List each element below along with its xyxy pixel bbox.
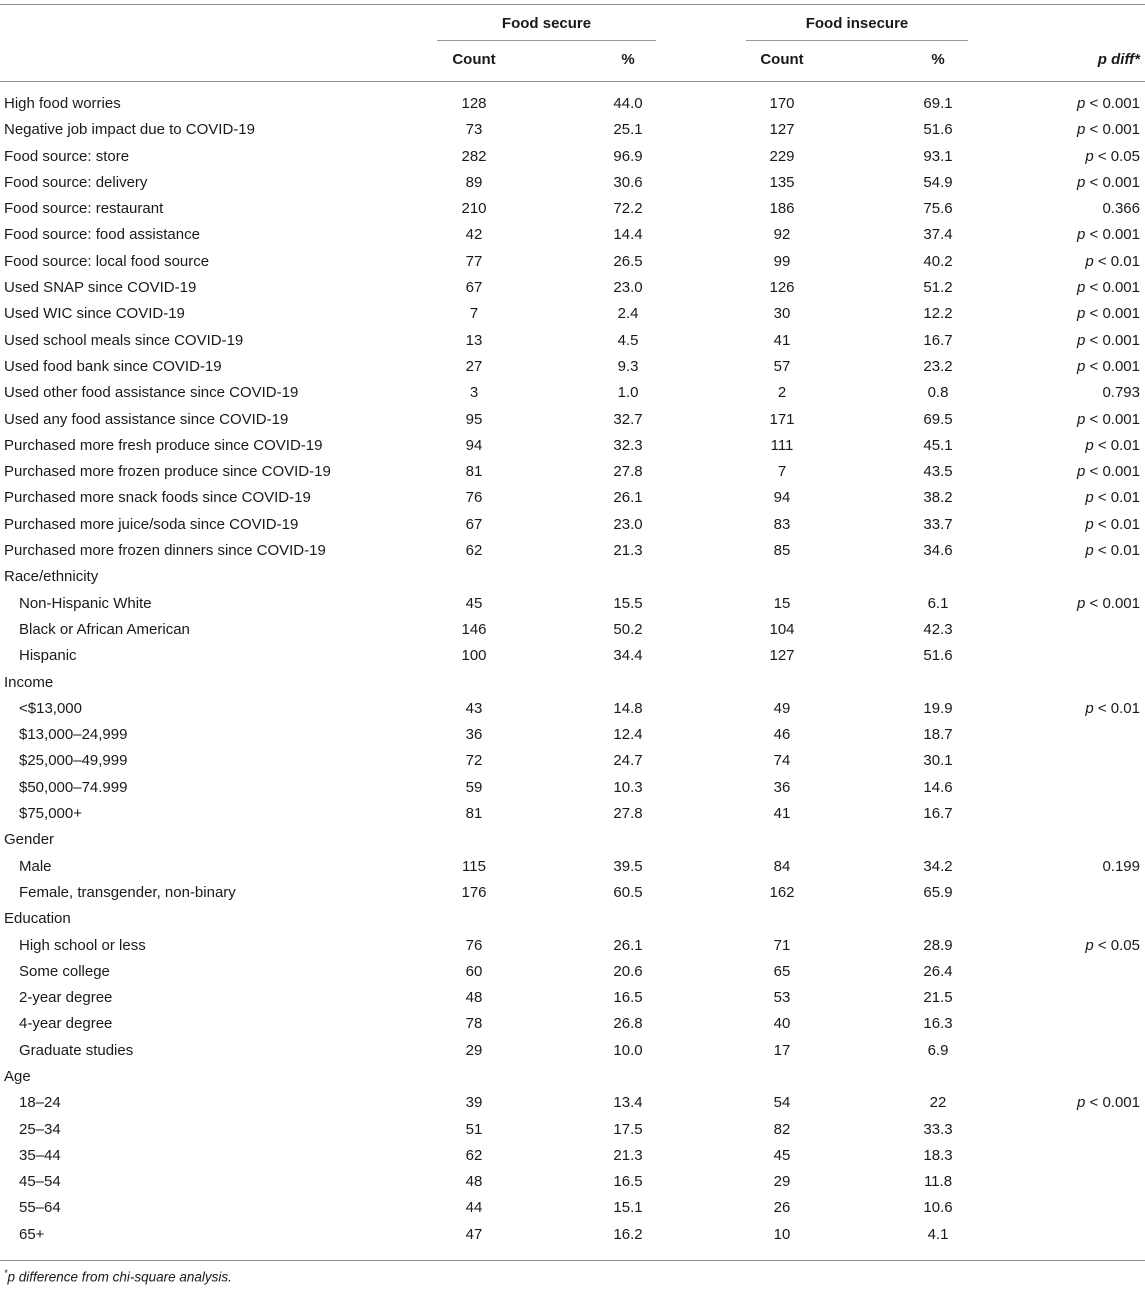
row-label: 45–54 — [19, 1173, 61, 1191]
insecure-count: 71 — [773, 936, 791, 954]
insecure-percent: 18.7 — [923, 726, 953, 744]
p-value: p < 0.01 — [1085, 542, 1140, 560]
secure-count: 42 — [465, 226, 483, 244]
secure-count: 44 — [465, 1199, 483, 1217]
table-row — [0, 485, 1145, 511]
insecure-percent: 42.3 — [923, 620, 953, 638]
secure-count: 48 — [465, 1173, 483, 1191]
secure-count: 89 — [465, 173, 483, 191]
row-label: Purchased more frozen produce since COVID-19 — [4, 463, 331, 481]
table-row — [0, 696, 1145, 722]
table-row — [0, 1038, 1145, 1064]
secure-percent: 21.3 — [613, 1146, 643, 1164]
p-value: p < 0.001 — [1077, 357, 1140, 375]
table-row — [0, 222, 1145, 248]
insecure-count: 15 — [773, 594, 791, 612]
row-label: Food source: delivery — [4, 173, 148, 191]
row-label: $75,000+ — [19, 805, 82, 823]
secure-percent: 96.9 — [613, 147, 643, 165]
table-row — [0, 775, 1145, 801]
secure-count: 94 — [465, 436, 483, 454]
row-label: Used school meals since COVID-19 — [4, 331, 244, 349]
insecure-count: 7 — [777, 463, 787, 481]
insecure-count: 46 — [773, 726, 791, 744]
secure-count: 29 — [465, 1041, 483, 1059]
secure-percent: 26.8 — [613, 1015, 643, 1033]
secure-percent: 16.5 — [613, 1173, 643, 1191]
top-rule — [0, 4, 1145, 5]
p-value: 0.793 — [1102, 384, 1140, 402]
insecure-count: 41 — [773, 805, 791, 823]
secure-percent: 26.5 — [613, 252, 643, 270]
row-label: $25,000–49,999 — [19, 752, 128, 770]
header-insecure-pct: % — [931, 51, 945, 68]
insecure-percent: 21.5 — [923, 989, 953, 1007]
secure-count: 47 — [465, 1225, 483, 1243]
p-value: p < 0.001 — [1077, 121, 1140, 139]
secure-percent: 27.8 — [613, 463, 643, 481]
insecure-count: 54 — [773, 1094, 791, 1112]
insecure-percent: 65.9 — [923, 883, 953, 901]
insecure-count: 49 — [773, 699, 791, 717]
table-row — [0, 380, 1145, 406]
insecure-percent: 11.8 — [923, 1173, 953, 1191]
insecure-percent: 26.4 — [923, 962, 953, 980]
insecure-percent: 33.7 — [923, 515, 953, 533]
secure-count: 67 — [465, 515, 483, 533]
insecure-percent: 19.9 — [923, 699, 953, 717]
secure-percent: 72.2 — [613, 200, 643, 218]
section-heading-row — [0, 1064, 1145, 1090]
secure-count: 282 — [461, 147, 487, 165]
row-label: Graduate studies — [19, 1041, 134, 1059]
p-value: p < 0.01 — [1085, 699, 1140, 717]
insecure-count: 135 — [769, 173, 795, 191]
header-insecure-count: Count — [760, 51, 804, 68]
header-secure-count: Count — [452, 51, 496, 68]
secure-count: 78 — [465, 1015, 483, 1033]
secure-count: 76 — [465, 489, 483, 507]
insecure-percent: 75.6 — [923, 200, 953, 218]
secure-percent: 15.1 — [613, 1199, 643, 1217]
row-label: Used any food assistance since COVID-19 — [4, 410, 289, 428]
table-row — [0, 985, 1145, 1011]
secure-count: 95 — [465, 410, 483, 428]
secure-count: 13 — [465, 331, 483, 349]
insecure-count: 53 — [773, 989, 791, 1007]
row-label: Food source: local food source — [4, 252, 210, 270]
row-label: Food source: store — [4, 147, 130, 165]
secure-percent: 27.8 — [613, 805, 643, 823]
table-row — [0, 1195, 1145, 1221]
table-row — [0, 538, 1145, 564]
bottom-rule — [0, 1260, 1145, 1261]
table-row — [0, 1011, 1145, 1037]
insecure-count: 41 — [773, 331, 791, 349]
secure-count: 81 — [465, 805, 483, 823]
insecure-count: 74 — [773, 752, 791, 770]
table-row — [0, 854, 1145, 880]
secure-percent: 32.7 — [613, 410, 643, 428]
row-label: Black or African American — [19, 620, 190, 638]
insecure-count: 171 — [769, 410, 795, 428]
insecure-percent: 23.2 — [923, 357, 953, 375]
row-label: High food worries — [4, 95, 121, 112]
p-value: p < 0.001 — [1077, 95, 1140, 112]
row-label: Purchased more juice/soda since COVID-19 — [4, 515, 299, 533]
insecure-count: 229 — [769, 147, 795, 165]
secure-percent: 25.1 — [613, 121, 643, 139]
table-body — [0, 91, 1145, 1248]
table-row — [0, 748, 1145, 774]
table-row — [0, 512, 1145, 538]
table-row — [0, 1143, 1145, 1169]
insecure-percent: 0.8 — [927, 384, 949, 402]
row-label: High school or less — [19, 936, 146, 954]
secure-percent: 17.5 — [613, 1120, 643, 1138]
secure-percent: 13.4 — [613, 1094, 643, 1112]
p-value: 0.199 — [1102, 857, 1140, 875]
p-value: p < 0.001 — [1077, 594, 1140, 612]
insecure-percent: 6.1 — [927, 594, 949, 612]
p-value: p < 0.001 — [1077, 331, 1140, 349]
p-value: 0.366 — [1102, 200, 1140, 218]
insecure-count: 85 — [773, 542, 791, 560]
insecure-percent: 69.1 — [923, 95, 953, 112]
insecure-count: 10 — [773, 1225, 791, 1243]
secure-count: 45 — [465, 594, 483, 612]
insecure-percent: 18.3 — [923, 1146, 953, 1164]
section-heading: Education — [4, 910, 71, 928]
secure-count: 59 — [465, 778, 483, 796]
secure-percent: 60.5 — [613, 883, 643, 901]
insecure-percent: 16.7 — [923, 331, 953, 349]
insecure-group-rule — [746, 40, 968, 41]
table-row — [0, 433, 1145, 459]
table-row — [0, 407, 1145, 433]
insecure-count: 84 — [773, 857, 791, 875]
table-row — [0, 617, 1145, 643]
insecure-percent: 34.2 — [923, 857, 953, 875]
secure-count: 67 — [465, 279, 483, 297]
row-label: 18–24 — [19, 1094, 61, 1112]
secure-percent: 16.5 — [613, 989, 643, 1007]
secure-percent: 34.4 — [613, 647, 643, 665]
section-heading: Gender — [4, 831, 55, 849]
secure-group-rule — [437, 40, 656, 41]
insecure-count: 127 — [769, 647, 795, 665]
section-heading-row — [0, 564, 1145, 590]
row-label: Non-Hispanic White — [19, 594, 152, 612]
insecure-count: 57 — [773, 357, 791, 375]
table-row — [0, 275, 1145, 301]
row-label: Purchased more snack foods since COVID-19 — [4, 489, 311, 507]
secure-percent: 44.0 — [613, 95, 643, 112]
secure-percent: 14.8 — [613, 699, 643, 717]
table-row — [0, 880, 1145, 906]
secure-count: 72 — [465, 752, 483, 770]
insecure-count: 127 — [769, 121, 795, 139]
header-secure-pct: % — [621, 51, 635, 68]
secure-count: 100 — [461, 647, 487, 665]
secure-count: 76 — [465, 936, 483, 954]
insecure-count: 126 — [769, 279, 795, 297]
p-value: p < 0.001 — [1077, 1094, 1140, 1112]
p-value: p < 0.001 — [1077, 305, 1140, 323]
insecure-percent: 4.1 — [927, 1225, 949, 1243]
table-row — [0, 328, 1145, 354]
p-value: p < 0.01 — [1085, 515, 1140, 533]
row-label: <$13,000 — [19, 699, 82, 717]
secure-count: 27 — [465, 357, 483, 375]
p-value: p < 0.01 — [1085, 252, 1140, 270]
insecure-percent: 6.9 — [927, 1041, 949, 1059]
insecure-count: 2 — [777, 384, 787, 402]
insecure-percent: 33.3 — [923, 1120, 953, 1138]
table-row — [0, 170, 1145, 196]
insecure-percent: 34.6 — [923, 542, 953, 560]
secure-percent: 10.3 — [613, 778, 643, 796]
header-food-secure: Food secure — [501, 15, 592, 32]
table-row — [0, 933, 1145, 959]
insecure-percent: 12.2 — [923, 305, 953, 323]
table-row — [0, 1090, 1145, 1116]
row-label: 25–34 — [19, 1120, 61, 1138]
row-label: Used other food assistance since COVID-19 — [4, 384, 299, 402]
section-heading: Income — [4, 673, 54, 691]
row-label: 2-year degree — [19, 989, 113, 1007]
insecure-count: 104 — [769, 620, 795, 638]
insecure-percent: 16.7 — [923, 805, 953, 823]
row-label: Female, transgender, non-binary — [19, 883, 236, 901]
insecure-count: 83 — [773, 515, 791, 533]
secure-percent: 50.2 — [613, 620, 643, 638]
row-label: 4-year degree — [19, 1015, 113, 1033]
secure-percent: 16.2 — [613, 1225, 643, 1243]
table-row — [0, 1169, 1145, 1195]
secure-count: 36 — [465, 726, 483, 744]
secure-percent: 2.4 — [617, 305, 639, 323]
footnote: *p difference from chi-square analysis. — [4, 1268, 232, 1285]
insecure-count: 36 — [773, 778, 791, 796]
table-row — [0, 722, 1145, 748]
insecure-percent: 43.5 — [923, 463, 953, 481]
insecure-count: 26 — [773, 1199, 791, 1217]
table-row — [0, 1222, 1145, 1248]
secure-percent: 1.0 — [617, 384, 639, 402]
insecure-count: 92 — [773, 226, 791, 244]
secure-percent: 15.5 — [613, 594, 643, 612]
insecure-count: 82 — [773, 1120, 791, 1138]
insecure-percent: 51.6 — [923, 647, 953, 665]
header-food-insecure: Food insecure — [805, 15, 909, 32]
secure-count: 43 — [465, 699, 483, 717]
secure-percent: 20.6 — [613, 962, 643, 980]
row-label: Used food bank since COVID-19 — [4, 357, 222, 375]
row-label: $13,000–24,999 — [19, 726, 128, 744]
table-row — [0, 591, 1145, 617]
p-value: p < 0.05 — [1085, 936, 1140, 954]
insecure-percent: 37.4 — [923, 226, 953, 244]
insecure-percent: 14.6 — [923, 778, 953, 796]
secure-count: 210 — [461, 200, 487, 218]
row-label: 55–64 — [19, 1199, 61, 1217]
secure-count: 176 — [461, 883, 487, 901]
row-label: Used WIC since COVID-19 — [4, 305, 185, 323]
insecure-count: 40 — [773, 1015, 791, 1033]
insecure-percent: 40.2 — [923, 252, 953, 270]
row-label: Food source: food assistance — [4, 226, 200, 244]
p-value: p < 0.05 — [1085, 147, 1140, 165]
row-label: Purchased more frozen dinners since COVID-19 — [4, 542, 326, 560]
secure-percent: 30.6 — [613, 173, 643, 191]
insecure-percent: 51.6 — [923, 121, 953, 139]
p-value: p < 0.001 — [1077, 173, 1140, 191]
secure-percent: 4.5 — [617, 331, 639, 349]
secure-count: 48 — [465, 989, 483, 1007]
table-row — [0, 643, 1145, 669]
secure-count: 51 — [465, 1120, 483, 1138]
secure-count: 77 — [465, 252, 483, 270]
table-row — [0, 301, 1145, 327]
insecure-count: 94 — [773, 489, 791, 507]
row-label: 65+ — [19, 1225, 45, 1243]
section-heading-row — [0, 906, 1145, 932]
insecure-count: 65 — [773, 962, 791, 980]
row-label: Negative job impact due to COVID-19 — [4, 121, 255, 139]
table-row — [0, 459, 1145, 485]
secure-count: 62 — [465, 542, 483, 560]
secure-count: 7 — [469, 305, 479, 323]
secure-count: 73 — [465, 121, 483, 139]
table-row — [0, 249, 1145, 275]
row-label: Purchased more fresh produce since COVID-19 — [4, 436, 323, 454]
secure-count: 60 — [465, 962, 483, 980]
insecure-count: 170 — [769, 95, 795, 112]
secure-count: 128 — [461, 95, 487, 112]
insecure-percent: 38.2 — [923, 489, 953, 507]
p-value: p < 0.01 — [1085, 436, 1140, 454]
row-label: Food source: restaurant — [4, 200, 164, 218]
row-label: Some college — [19, 962, 110, 980]
secure-percent: 23.0 — [613, 515, 643, 533]
insecure-count: 99 — [773, 252, 791, 270]
table-row — [0, 1117, 1145, 1143]
table-row — [0, 354, 1145, 380]
secure-percent: 24.7 — [613, 752, 643, 770]
row-label: Hispanic — [19, 647, 77, 665]
secure-percent: 21.3 — [613, 542, 643, 560]
table-row — [0, 959, 1145, 985]
section-heading-row — [0, 670, 1145, 696]
p-value: p < 0.001 — [1077, 226, 1140, 244]
header-bottom-rule — [0, 81, 1145, 82]
table-row — [0, 801, 1145, 827]
secure-percent: 23.0 — [613, 279, 643, 297]
secure-count: 3 — [469, 384, 479, 402]
table-row — [0, 144, 1145, 170]
p-value: p < 0.001 — [1077, 410, 1140, 428]
secure-percent: 26.1 — [613, 936, 643, 954]
secure-percent: 12.4 — [613, 726, 643, 744]
table-row — [0, 117, 1145, 143]
insecure-percent: 22 — [929, 1094, 947, 1112]
secure-count: 39 — [465, 1094, 483, 1112]
p-value: p < 0.01 — [1085, 489, 1140, 507]
row-label: Used SNAP since COVID-19 — [4, 279, 197, 297]
insecure-count: 45 — [773, 1146, 791, 1164]
row-label: $50,000–74.999 — [19, 778, 128, 796]
insecure-percent: 28.9 — [923, 936, 953, 954]
secure-percent: 10.0 — [613, 1041, 643, 1059]
insecure-percent: 30.1 — [923, 752, 953, 770]
insecure-count: 17 — [773, 1041, 791, 1059]
secure-count: 81 — [465, 463, 483, 481]
insecure-count: 30 — [773, 305, 791, 323]
secure-count: 115 — [462, 857, 486, 875]
insecure-count: 186 — [769, 200, 795, 218]
p-value: p < 0.001 — [1077, 279, 1140, 297]
section-heading: Race/ethnicity — [4, 568, 99, 586]
header-p-diff: p diff* — [1097, 51, 1140, 68]
row-label: Male — [19, 857, 52, 875]
secure-percent: 9.3 — [617, 357, 639, 375]
insecure-percent: 10.6 — [923, 1199, 953, 1217]
insecure-percent: 51.2 — [923, 279, 953, 297]
row-label: 35–44 — [19, 1146, 61, 1164]
insecure-count: 162 — [769, 883, 795, 901]
secure-count: 146 — [461, 620, 487, 638]
section-heading-row — [0, 827, 1145, 853]
p-value: p < 0.001 — [1077, 463, 1140, 481]
secure-percent: 39.5 — [613, 857, 643, 875]
insecure-percent: 93.1 — [923, 147, 953, 165]
table-row — [0, 91, 1145, 117]
secure-percent: 26.1 — [613, 489, 643, 507]
insecure-count: 29 — [773, 1173, 791, 1191]
insecure-percent: 16.3 — [923, 1015, 953, 1033]
insecure-percent: 69.5 — [923, 410, 953, 428]
table-row — [0, 196, 1145, 222]
secure-percent: 14.4 — [613, 226, 643, 244]
insecure-percent: 45.1 — [923, 436, 953, 454]
secure-count: 62 — [465, 1146, 483, 1164]
insecure-count: 111 — [770, 436, 794, 454]
insecure-percent: 54.9 — [923, 173, 953, 191]
section-heading: Age — [4, 1067, 31, 1085]
secure-percent: 32.3 — [613, 436, 643, 454]
